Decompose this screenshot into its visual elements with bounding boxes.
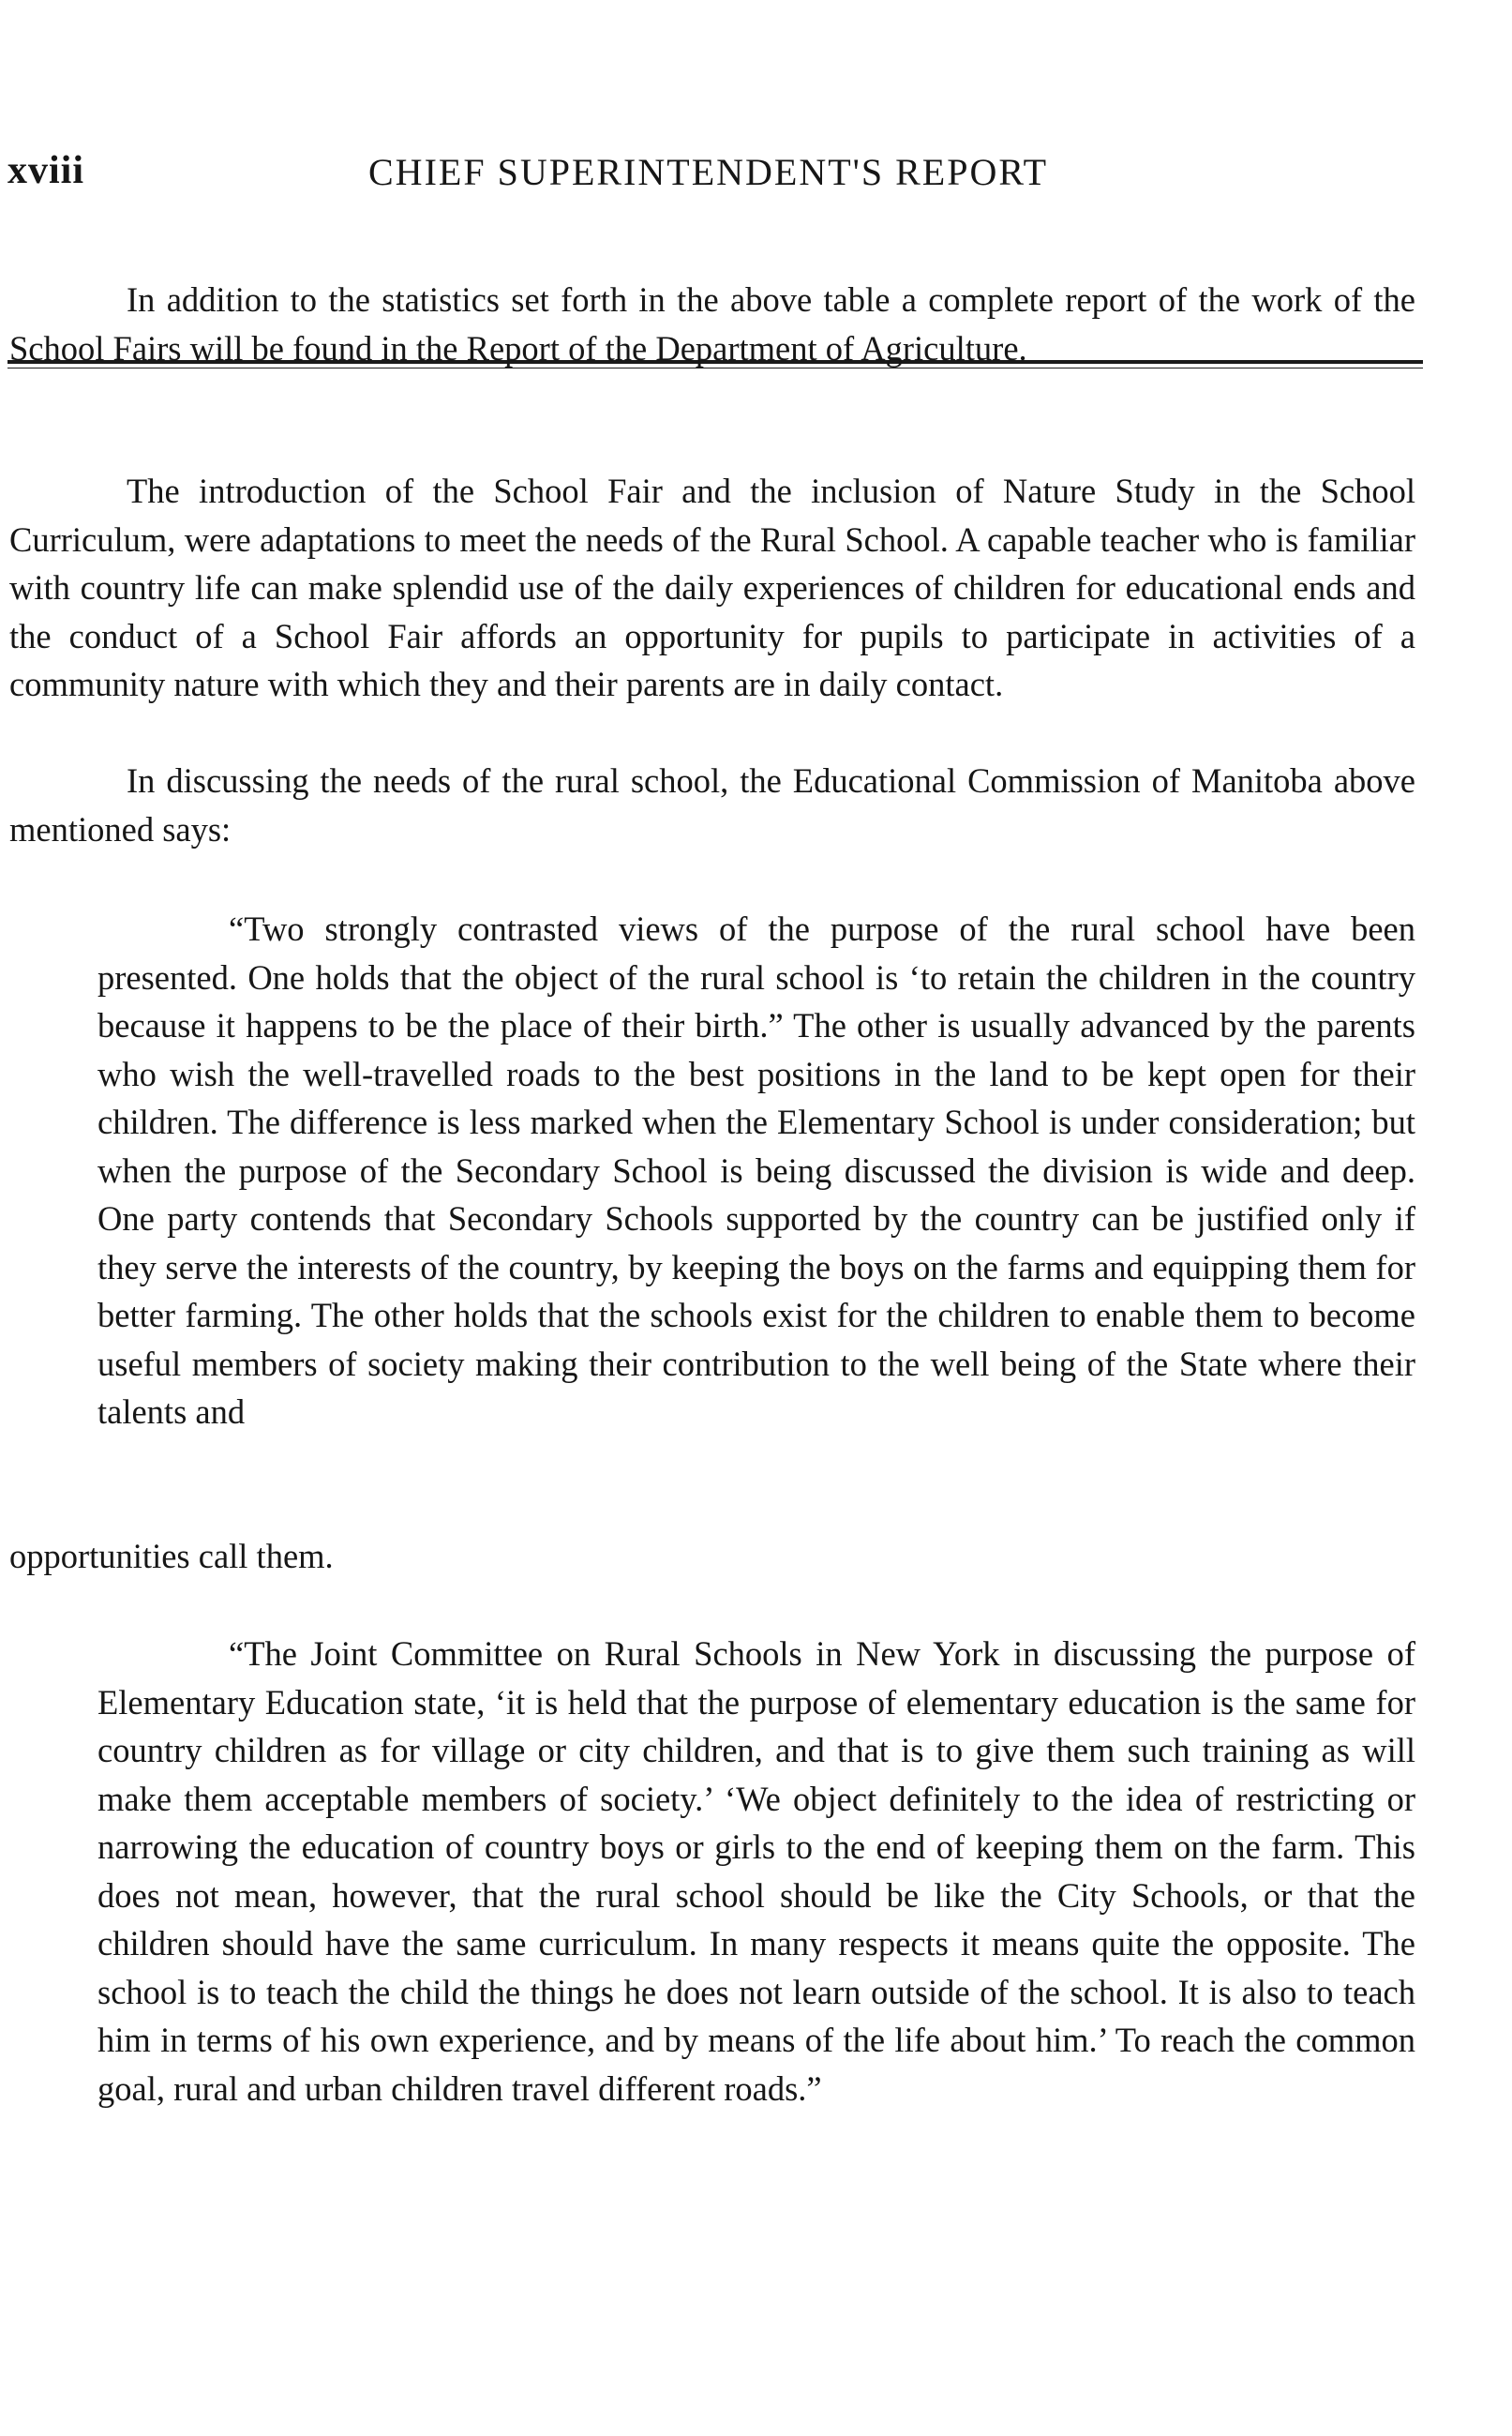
running-head: CHIEF SUPERINTENDENT'S REPORT (368, 151, 1049, 193)
quote-new-york-committee: “The Joint Committee on Rural Schools in New York in discussing the purpose of Elementary Education state, ‘it is held that the purpose of elementary education is the same for country children as for village or city children, and that is to give them such training as will make them acceptable members of society.’ ‘We object definitely to the idea of restricting or narrowing the education of country boys or girls to the end of keeping them on the farm. This does not mean, however, that the rural school should be like the City Schools, or that the children should have the same curriculum. In many respects it means quite the opposite. The school is to teach the child the things he does not learn outside of the school. It is also to teach him in terms of his own experience, and by means of the life about him.’ To reach the common goal, rural and urban children travel different roads.” (97, 1634, 1415, 2108)
page-header (7, 148, 1414, 204)
page-number: xviii (7, 149, 85, 192)
paragraph-school-fair-introduction: The introduction of the School Fair and the inclusion of Nature Study in the School Curriculum, were adaptations to meet the needs of the Rural School. A capable teacher who is familiar with country life can make splendid use of the daily experiences of children for educational ends and the conduct of a School Fair affords an opportunity for pupils to participate in activities of a community nature with which they and their parents are in daily contact. (9, 472, 1415, 703)
paragraph-manitoba-commission: In discussing the needs of the rural school, the Educational Commission of Manitoba above mentioned says: (9, 761, 1415, 849)
paragraph-school-fairs-report: In addition to the statistics set forth in the above table a complete report of the work of the School Fairs will be found in the Report of the Department of Agriculture. (9, 280, 1415, 368)
quote-manitoba-commission: “Two strongly contrasted views of the purpose of the rural school have been presented. One holds that the object of the rural school is ‘to retain the children in the country because it happens to be the place of their birth.” The other is usually advanced by the parents who wish the well-travelled roads to the best positions in the land to be kept open for their children. The difference is less marked when the Elementary School is under consideration; but when the purpose of the Secondary School is being discussed the division is wide and deep. One party contends that Secondary Schools supported by the country can be justified only if they serve the interests of the country, by keeping the boys on the farms and equipping them for better farming. The other holds that the schools exist for the children to enable them to become useful members of society making their contribution to the well being of the State where their talents and (97, 910, 1415, 1431)
quote-manitoba-commission-tail: opportunities call them. (9, 1537, 334, 1575)
